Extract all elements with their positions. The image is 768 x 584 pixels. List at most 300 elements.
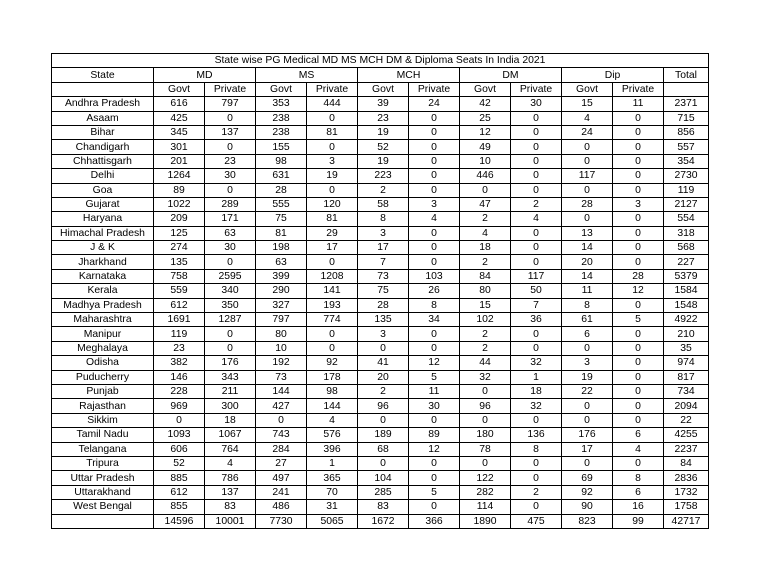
table-row [52,298,709,312]
dip-govt-cell: 22 [562,384,613,398]
md-govt-cell: 425 [154,111,205,125]
mch-private-cell: 0 [409,341,460,355]
md-private-cell: 0 [205,111,256,125]
dip-govt-cell: 0 [562,140,613,154]
state-cell: J & K [52,241,154,255]
state-cell: Madhya Pradesh [52,298,154,312]
state-cell: Punjab [52,384,154,398]
dm-private-cell: 117 [511,269,562,283]
dip-private-cell: 0 [613,399,664,413]
mch-private-cell: 0 [409,125,460,139]
ms-private-cell: 1 [307,456,358,470]
dm-private-cell: 36 [511,313,562,327]
mch-govt-cell: 2 [358,384,409,398]
md-private-cell: 137 [205,485,256,499]
dm-govt-cell: 0 [460,384,511,398]
dip-private-cell: 0 [613,241,664,255]
state-cell: Puducherry [52,370,154,384]
md-private-cell: 83 [205,500,256,514]
mch-govt-cell: 73 [358,269,409,283]
md-private-cell: 211 [205,384,256,398]
ms-private-cell: 0 [307,341,358,355]
ms-govt-cell: 427 [256,399,307,413]
md-private-cell: 786 [205,471,256,485]
total-cell: 2730 [664,169,709,183]
dip-private-cell: 6 [613,428,664,442]
state-cell: Tripura [52,456,154,470]
md-govt-cell: 0 [154,413,205,427]
mch-govt-cell: 223 [358,169,409,183]
table-row [52,154,709,168]
group-header-ms: MS [256,68,358,82]
mch-govt-cell: 0 [358,341,409,355]
state-cell: Andhra Pradesh [52,97,154,111]
dm-private-cell: 1 [511,370,562,384]
dm-private-cell: 18 [511,384,562,398]
dip-private-cell: 99 [613,514,664,528]
sub-header-cell: Govt [256,82,307,96]
md-private-cell: 176 [205,356,256,370]
mch-govt-cell: 23 [358,111,409,125]
dip-govt-cell: 117 [562,169,613,183]
total-cell: 734 [664,384,709,398]
dm-private-cell: 0 [511,226,562,240]
dm-govt-cell: 2 [460,341,511,355]
md-private-cell: 137 [205,125,256,139]
dm-private-cell: 30 [511,97,562,111]
dm-private-cell: 0 [511,471,562,485]
dip-govt-cell: 20 [562,255,613,269]
total-cell: 35 [664,341,709,355]
mch-govt-cell: 68 [358,442,409,456]
dip-govt-cell: 8 [562,298,613,312]
sub-header-cell: Govt [154,82,205,96]
mch-private-cell: 8 [409,298,460,312]
ms-private-cell: 774 [307,313,358,327]
table-row [52,255,709,269]
total-cell: 84 [664,456,709,470]
dm-govt-cell: 446 [460,169,511,183]
total-cell: 2127 [664,197,709,211]
dip-private-cell: 0 [613,370,664,384]
dip-private-cell: 11 [613,97,664,111]
md-govt-cell: 209 [154,212,205,226]
dm-govt-cell: 0 [460,183,511,197]
seats-table-sheet [51,53,709,529]
dm-govt-cell: 32 [460,370,511,384]
ms-govt-cell: 27 [256,456,307,470]
dm-govt-cell: 4 [460,226,511,240]
total-cell: 5379 [664,269,709,283]
mch-private-cell: 0 [409,456,460,470]
mch-private-cell: 5 [409,485,460,499]
total-cell: 1584 [664,284,709,298]
state-cell: Meghalaya [52,341,154,355]
ms-private-cell: 193 [307,298,358,312]
md-private-cell: 289 [205,197,256,211]
ms-private-cell: 365 [307,471,358,485]
dip-govt-cell: 14 [562,241,613,255]
state-cell: Kerala [52,284,154,298]
total-cell: 354 [664,154,709,168]
dip-private-cell: 16 [613,500,664,514]
ms-govt-cell: 631 [256,169,307,183]
mch-govt-cell: 19 [358,154,409,168]
mch-govt-cell: 58 [358,197,409,211]
dip-private-cell: 0 [613,413,664,427]
md-govt-cell: 1022 [154,197,205,211]
ms-govt-cell: 797 [256,313,307,327]
mch-govt-cell: 3 [358,226,409,240]
dm-govt-cell: 49 [460,140,511,154]
state-cell: Gujarat [52,197,154,211]
state-cell: Asaam [52,111,154,125]
table-row [52,384,709,398]
total-cell: 974 [664,356,709,370]
mch-private-cell: 0 [409,111,460,125]
state-cell: West Bengal [52,500,154,514]
md-govt-cell: 969 [154,399,205,413]
state-cell: Chhattisgarh [52,154,154,168]
md-private-cell: 0 [205,341,256,355]
group-header-row [52,68,709,82]
md-private-cell: 30 [205,169,256,183]
dip-private-cell: 0 [613,212,664,226]
dip-private-cell: 8 [613,471,664,485]
ms-govt-cell: 73 [256,370,307,384]
table-row [52,327,709,341]
ms-private-cell: 0 [307,255,358,269]
state-cell: Tamil Nadu [52,428,154,442]
total-cell: 42717 [664,514,709,528]
table-row [52,284,709,298]
dm-private-cell: 0 [511,241,562,255]
table-row [52,471,709,485]
state-cell: Maharashtra [52,313,154,327]
mch-private-cell: 0 [409,471,460,485]
ms-private-cell: 81 [307,212,358,226]
mch-private-cell: 24 [409,97,460,111]
sub-header-cell: Private [205,82,256,96]
sub-header-cell: Private [307,82,358,96]
dip-private-cell: 0 [613,384,664,398]
mch-private-cell: 366 [409,514,460,528]
mch-govt-cell: 104 [358,471,409,485]
state-cell: Manipur [52,327,154,341]
dip-private-cell: 0 [613,226,664,240]
ms-govt-cell: 198 [256,241,307,255]
dip-private-cell: 0 [613,140,664,154]
mch-private-cell: 26 [409,284,460,298]
state-cell: Himachal Pradesh [52,226,154,240]
state-cell: Sikkim [52,413,154,427]
ms-govt-cell: 7730 [256,514,307,528]
dm-govt-cell: 78 [460,442,511,456]
table-row [52,111,709,125]
dip-govt-cell: 14 [562,269,613,283]
ms-govt-cell: 75 [256,212,307,226]
dip-govt-cell: 92 [562,485,613,499]
dm-govt-cell: 80 [460,284,511,298]
mch-govt-cell: 75 [358,284,409,298]
totals-row [52,514,709,528]
table-row [52,456,709,470]
sub-header-blank [664,82,709,96]
dm-private-cell: 0 [511,255,562,269]
dm-private-cell: 0 [511,140,562,154]
md-govt-cell: 345 [154,125,205,139]
table-row [52,313,709,327]
dm-govt-cell: 122 [460,471,511,485]
dm-private-cell: 475 [511,514,562,528]
ms-private-cell: 396 [307,442,358,456]
md-govt-cell: 616 [154,97,205,111]
dip-private-cell: 3 [613,197,664,211]
mch-private-cell: 11 [409,384,460,398]
title-row [52,54,709,68]
ms-private-cell: 92 [307,356,358,370]
dm-private-cell: 0 [511,125,562,139]
mch-govt-cell: 17 [358,241,409,255]
md-private-cell: 1287 [205,313,256,327]
total-cell: 557 [664,140,709,154]
md-govt-cell: 135 [154,255,205,269]
ms-private-cell: 141 [307,284,358,298]
mch-private-cell: 0 [409,413,460,427]
mch-govt-cell: 135 [358,313,409,327]
dm-govt-cell: 0 [460,413,511,427]
sub-header-cell: Private [511,82,562,96]
md-govt-cell: 89 [154,183,205,197]
dip-govt-cell: 90 [562,500,613,514]
dip-private-cell: 0 [613,111,664,125]
mch-govt-cell: 285 [358,485,409,499]
mch-private-cell: 12 [409,442,460,456]
dip-govt-cell: 15 [562,97,613,111]
ms-govt-cell: 399 [256,269,307,283]
dm-govt-cell: 12 [460,125,511,139]
dip-govt-cell: 176 [562,428,613,442]
dm-private-cell: 0 [511,327,562,341]
total-header: Total [664,68,709,82]
ms-private-cell: 4 [307,413,358,427]
ms-govt-cell: 497 [256,471,307,485]
dip-private-cell: 0 [613,456,664,470]
mch-private-cell: 0 [409,183,460,197]
ms-private-cell: 29 [307,226,358,240]
state-cell: Haryana [52,212,154,226]
ms-govt-cell: 241 [256,485,307,499]
mch-private-cell: 3 [409,197,460,211]
dip-govt-cell: 3 [562,356,613,370]
ms-govt-cell: 290 [256,284,307,298]
md-private-cell: 343 [205,370,256,384]
mch-private-cell: 0 [409,241,460,255]
md-private-cell: 2595 [205,269,256,283]
dip-govt-cell: 0 [562,456,613,470]
total-cell: 227 [664,255,709,269]
state-cell [52,514,154,528]
total-cell: 22 [664,413,709,427]
dip-govt-cell: 69 [562,471,613,485]
ms-private-cell: 0 [307,183,358,197]
mch-govt-cell: 3 [358,327,409,341]
dm-private-cell: 8 [511,442,562,456]
dm-private-cell: 0 [511,154,562,168]
table-row [52,485,709,499]
table-row [52,356,709,370]
md-govt-cell: 125 [154,226,205,240]
ms-govt-cell: 80 [256,327,307,341]
dip-govt-cell: 17 [562,442,613,456]
group-header-md: MD [154,68,256,82]
table-row [52,183,709,197]
group-header-dip: Dip [562,68,664,82]
dm-private-cell: 0 [511,183,562,197]
dip-govt-cell: 0 [562,413,613,427]
mch-govt-cell: 28 [358,298,409,312]
mch-private-cell: 89 [409,428,460,442]
md-govt-cell: 612 [154,485,205,499]
dip-govt-cell: 11 [562,284,613,298]
sub-header-cell: Govt [460,82,511,96]
mch-private-cell: 4 [409,212,460,226]
ms-private-cell: 3 [307,154,358,168]
ms-govt-cell: 486 [256,500,307,514]
mch-private-cell: 0 [409,169,460,183]
dm-govt-cell: 15 [460,298,511,312]
mch-govt-cell: 96 [358,399,409,413]
dip-govt-cell: 0 [562,399,613,413]
sub-header-cell: Private [613,82,664,96]
ms-private-cell: 17 [307,241,358,255]
state-cell: Karnataka [52,269,154,283]
mch-govt-cell: 39 [358,97,409,111]
dm-private-cell: 136 [511,428,562,442]
md-govt-cell: 382 [154,356,205,370]
dm-govt-cell: 180 [460,428,511,442]
md-private-cell: 764 [205,442,256,456]
md-private-cell: 171 [205,212,256,226]
dm-govt-cell: 96 [460,399,511,413]
mch-govt-cell: 8 [358,212,409,226]
total-cell: 1732 [664,485,709,499]
dip-govt-cell: 24 [562,125,613,139]
md-govt-cell: 301 [154,140,205,154]
md-private-cell: 0 [205,183,256,197]
dm-govt-cell: 0 [460,456,511,470]
mch-govt-cell: 20 [358,370,409,384]
dm-private-cell: 50 [511,284,562,298]
total-cell: 1548 [664,298,709,312]
mch-govt-cell: 41 [358,356,409,370]
md-private-cell: 797 [205,97,256,111]
mch-govt-cell: 19 [358,125,409,139]
mch-private-cell: 0 [409,327,460,341]
sub-header-cell: Govt [562,82,613,96]
ms-govt-cell: 155 [256,140,307,154]
dip-govt-cell: 4 [562,111,613,125]
md-private-cell: 0 [205,140,256,154]
table-row [52,413,709,427]
dip-private-cell: 12 [613,284,664,298]
ms-govt-cell: 555 [256,197,307,211]
md-govt-cell: 1264 [154,169,205,183]
ms-private-cell: 70 [307,485,358,499]
mch-private-cell: 34 [409,313,460,327]
total-cell: 119 [664,183,709,197]
ms-govt-cell: 238 [256,111,307,125]
md-private-cell: 10001 [205,514,256,528]
mch-govt-cell: 7 [358,255,409,269]
dm-govt-cell: 102 [460,313,511,327]
state-cell: Telangana [52,442,154,456]
ms-govt-cell: 144 [256,384,307,398]
ms-private-cell: 576 [307,428,358,442]
dm-private-cell: 0 [511,500,562,514]
table-row [52,241,709,255]
dm-govt-cell: 44 [460,356,511,370]
dip-private-cell: 6 [613,485,664,499]
dm-private-cell: 7 [511,298,562,312]
total-cell: 715 [664,111,709,125]
md-private-cell: 4 [205,456,256,470]
mch-govt-cell: 1672 [358,514,409,528]
md-govt-cell: 1093 [154,428,205,442]
state-cell: Uttar Pradesh [52,471,154,485]
dm-private-cell: 4 [511,212,562,226]
dm-govt-cell: 18 [460,241,511,255]
ms-govt-cell: 743 [256,428,307,442]
dip-private-cell: 0 [613,327,664,341]
total-cell: 2371 [664,97,709,111]
dip-govt-cell: 0 [562,154,613,168]
ms-govt-cell: 353 [256,97,307,111]
total-cell: 568 [664,241,709,255]
state-cell: Chandigarh [52,140,154,154]
table-row [52,399,709,413]
ms-private-cell: 19 [307,169,358,183]
md-private-cell: 340 [205,284,256,298]
table-row [52,370,709,384]
ms-private-cell: 144 [307,399,358,413]
table-body [52,97,709,529]
ms-private-cell: 0 [307,111,358,125]
group-header-mch: MCH [358,68,460,82]
sub-header-cell: Private [409,82,460,96]
md-govt-cell: 228 [154,384,205,398]
md-private-cell: 1067 [205,428,256,442]
state-cell: Bihar [52,125,154,139]
ms-govt-cell: 10 [256,341,307,355]
dm-govt-cell: 10 [460,154,511,168]
md-govt-cell: 274 [154,241,205,255]
dm-private-cell: 2 [511,197,562,211]
md-govt-cell: 201 [154,154,205,168]
dip-private-cell: 4 [613,442,664,456]
state-cell: Jharkhand [52,255,154,269]
total-cell: 4255 [664,428,709,442]
mch-private-cell: 0 [409,500,460,514]
dip-private-cell: 0 [613,169,664,183]
sub-header-row [52,82,709,96]
md-private-cell: 300 [205,399,256,413]
ms-private-cell: 5065 [307,514,358,528]
mch-private-cell: 30 [409,399,460,413]
dm-private-cell: 32 [511,399,562,413]
dip-govt-cell: 823 [562,514,613,528]
ms-govt-cell: 238 [256,125,307,139]
